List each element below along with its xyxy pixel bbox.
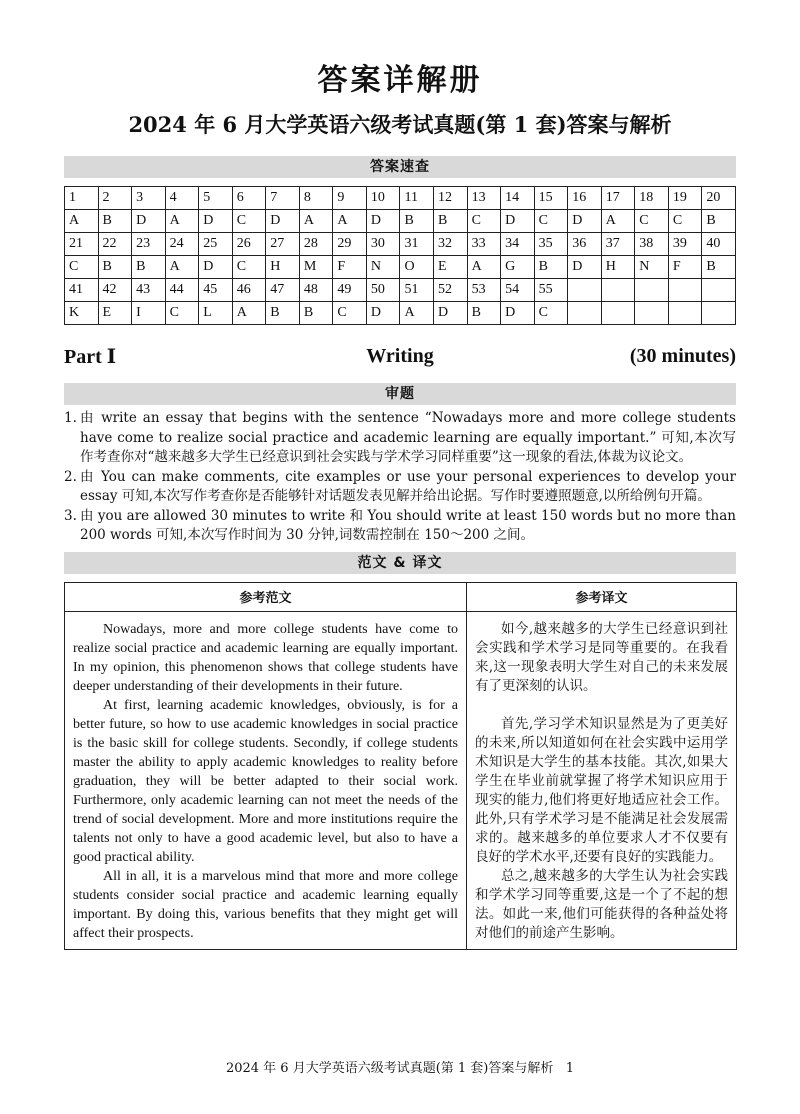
answer-cell: B [467,302,501,325]
question-number-cell: 51 [400,279,434,302]
answer-cell: E [434,256,468,279]
question-number-cell [635,279,669,302]
question-number-cell: 40 [702,233,736,256]
answer-cell: B [266,302,300,325]
translation-paragraph: 如今,越来越多的大学生已经意识到社会实践和学术学习是同等重要的。在我看来,这一现象表明大学生对自己的未来发展有了更深刻的认识。 [475,620,728,694]
answer-cell: O [400,256,434,279]
item-number: 1. [64,410,77,426]
answer-cell: D [568,210,602,233]
answer-cell: C [534,210,568,233]
answer-key-number-row [65,187,736,210]
page-subtitle: 2024 年 6 月大学英语六级考试真题(第 1 套)答案与解析 [128,112,672,137]
part-label: Part Ⅰ [64,345,117,368]
question-number-cell: 6 [232,187,266,210]
question-number-cell: 36 [568,233,602,256]
answer-cell: C [333,302,367,325]
question-number-cell: 16 [568,187,602,210]
answer-cell: A [299,210,333,233]
question-number-cell: 32 [434,233,468,256]
question-number-cell: 31 [400,233,434,256]
list-item [64,468,736,507]
question-number-cell: 34 [501,233,535,256]
question-number-cell: 47 [266,279,300,302]
question-number-cell: 26 [232,233,266,256]
question-number-cell [568,279,602,302]
answer-cell: D [266,210,300,233]
question-number-cell: 9 [333,187,367,210]
sample-essay-table [64,582,737,950]
answer-cell: E [98,302,132,325]
question-number-cell: 3 [132,187,166,210]
answer-key-answer-row [65,256,736,279]
item-number: 3. [64,507,77,524]
question-number-cell: 24 [165,233,199,256]
question-number-cell: 33 [467,233,501,256]
answer-cell: B [702,256,736,279]
page-footer [0,1060,800,1078]
answer-cell: C [534,302,568,325]
sample-essay-header: 参考范文 [65,582,467,611]
question-number-cell: 38 [635,233,669,256]
question-number-cell: 20 [702,187,736,210]
question-number-cell: 49 [333,279,367,302]
answer-cell: A [65,210,99,233]
part-time: (30 minutes) [629,344,736,367]
answer-cell: A [165,256,199,279]
question-number-cell: 41 [65,279,99,302]
question-number-cell: 22 [98,233,132,256]
question-number-cell: 21 [65,233,99,256]
answer-cell: C [65,256,99,279]
question-number-cell: 11 [400,187,434,210]
question-number-cell: 12 [434,187,468,210]
answer-cell: A [601,210,635,233]
question-number-cell: 27 [266,233,300,256]
answer-key-answer-row [65,302,736,325]
question-number-cell: 45 [199,279,233,302]
answer-cell: B [98,210,132,233]
question-number-cell: 28 [299,233,333,256]
question-number-cell [668,279,702,302]
answer-cell: A [333,210,367,233]
answer-cell: D [434,302,468,325]
answer-cell: B [534,256,568,279]
answer-cell: C [467,210,501,233]
answer-key-heading: 答案速查 [64,156,736,178]
answer-cell: D [132,210,166,233]
question-number-cell: 18 [635,187,669,210]
list-item [64,409,736,468]
answer-cell [635,302,669,325]
question-number-cell: 53 [467,279,501,302]
question-number-cell: 8 [299,187,333,210]
question-number-cell: 44 [165,279,199,302]
answer-cell: B [98,256,132,279]
answer-key-answer-row [65,210,736,233]
question-number-cell: 46 [232,279,266,302]
question-number-cell: 30 [366,233,400,256]
answer-cell: F [668,256,702,279]
question-number-cell: 13 [467,187,501,210]
question-number-cell: 1 [65,187,99,210]
answer-cell: A [232,302,266,325]
question-number-cell: 5 [199,187,233,210]
answer-cell: D [568,256,602,279]
translation-header: 参考译文 [467,582,737,611]
answer-cell: C [232,210,266,233]
answer-cell: D [501,210,535,233]
answer-cell [601,302,635,325]
list-item [64,507,736,546]
answer-cell: C [668,210,702,233]
answer-key-table [64,186,736,325]
question-number-cell: 42 [98,279,132,302]
question-number-cell: 48 [299,279,333,302]
answer-cell: A [467,256,501,279]
question-number-cell: 17 [601,187,635,210]
answer-cell: H [601,256,635,279]
question-number-cell: 19 [668,187,702,210]
answer-cell: D [366,302,400,325]
question-number-cell: 29 [333,233,367,256]
question-number-cell: 54 [501,279,535,302]
question-number-cell: 10 [366,187,400,210]
sample-heading: 范文 & 译文 [64,552,736,574]
translation-paragraph: 总之,越来越多的大学生认为社会实践和学术学习同等重要,这是一个了不起的想法。如此一来,他们可能获得的各种益处将对他们的前途产生影响。 [475,867,728,941]
answer-cell: G [501,256,535,279]
question-number-cell: 25 [199,233,233,256]
document-page [64,0,736,950]
part-name: Writing [366,344,434,367]
translation-paragraph: 首先,学习学术知识显然是为了更美好的未来,所以知道如何在社会实践中运用学术知识是大学生的基本技能。其次,如果大学生在毕业前就掌握了将学术知识应用于现实的能力,他们将更好地适应社会工作。此外,只有学术学习是不能满足社会发展需求的。越来越多的单位要求人才不仅要有良好的学术水平,还要有良好的实践能力。 [475,715,728,865]
essay-paragraph: All in all, it is a marvelous mind that more and more college students consider social practice and academic learning equally important. By doing this, various benefits that they might get will affect their prospects. [73,868,458,941]
answer-key-number-row [65,233,736,256]
answer-cell: B [132,256,166,279]
essay-paragraph: Nowadays, more and more college students have come to realize social practice and academic learning are equally important. In my opinion, this phenomenon shows that college students have deeper understanding of their developments in their future. [73,621,458,694]
question-number-cell: 2 [98,187,132,210]
answer-cell: B [299,302,333,325]
answer-key-number-row [65,279,736,302]
page-title: 答案详解册 [317,63,483,98]
question-number-cell: 7 [266,187,300,210]
page-number: 1 [565,1061,575,1076]
answer-cell [568,302,602,325]
answer-cell: K [65,302,99,325]
sample-essay-cell [65,611,467,949]
question-number-cell: 50 [366,279,400,302]
answer-cell: N [635,256,669,279]
question-number-cell: 52 [434,279,468,302]
answer-cell: A [165,210,199,233]
answer-cell: D [199,210,233,233]
item-text: 由 write an essay that begins with the sentence “Nowadays more and more college students have come to realize social practice and academic learning are equally important.” 可知,本次写作考查你对“越来越多大学生已经意识到社会实践与学术学习同样重要”这一现象的看法,体裁为议论文。 [80,410,736,465]
translation-cell [467,611,737,949]
answer-cell: N [366,256,400,279]
question-number-cell: 39 [668,233,702,256]
answer-cell: B [434,210,468,233]
answer-cell: C [165,302,199,325]
item-number: 2. [64,468,77,485]
question-number-cell [601,279,635,302]
answer-cell [668,302,702,325]
question-number-cell: 23 [132,233,166,256]
part-header [64,341,736,371]
answer-cell: B [400,210,434,233]
answer-cell: D [199,256,233,279]
answer-cell: H [266,256,300,279]
answer-cell: I [132,302,166,325]
answer-cell: F [333,256,367,279]
answer-cell: B [702,210,736,233]
answer-cell: D [366,210,400,233]
question-number-cell: 35 [534,233,568,256]
question-number-cell: 14 [501,187,535,210]
footer-text: 2024 年 6 月大学英语六级考试真题(第 1 套)答案与解析 [225,1061,554,1076]
item-text: 由 you are allowed 30 minutes to write 和 You should write at least 150 words but no more than 200 words 可知,本次写作时间为 30 分钟,词数需控制在 150～200 之间。 [80,507,736,543]
answer-cell: L [199,302,233,325]
question-number-cell: 15 [534,187,568,210]
question-number-cell: 43 [132,279,166,302]
analysis-list [64,409,736,546]
answer-cell: M [299,256,333,279]
answer-cell [702,302,736,325]
analysis-heading: 审题 [64,383,736,405]
answer-cell: C [635,210,669,233]
question-number-cell: 37 [601,233,635,256]
essay-paragraph: At first, learning academic knowledges, obviously, is for a better future, so how to use academic knowledges in social practice is the basic skill for college students. Secondly, if college students master the ability to apply academic knowledges to reality before graduation, they will be better adapted to their social work. Furthermore, only academic learning can not meet the needs of the trend of social development. More and more institutions require the talents not only to have a good academic level, but also to have a good practical ability. [73,697,458,865]
answer-cell: D [501,302,535,325]
item-text: 由 You can make comments, cite examples or use your personal experiences to develop your essay 可知,本次写作考查你是否能够针对话题发表见解并给出论据。写作时要遵照题意,以所给例句开篇。 [80,468,736,504]
answer-cell: C [232,256,266,279]
question-number-cell: 55 [534,279,568,302]
question-number-cell: 4 [165,187,199,210]
answer-cell: A [400,302,434,325]
question-number-cell [702,279,736,302]
